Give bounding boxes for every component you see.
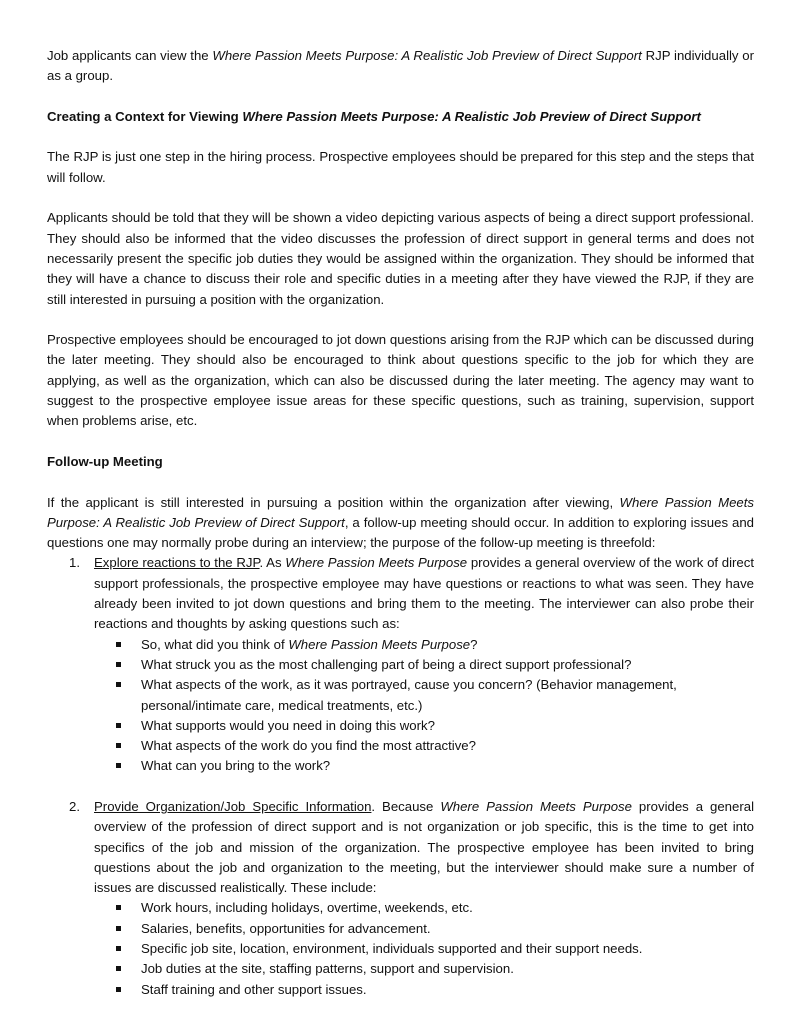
item-number: 2.: [69, 798, 80, 814]
issue-list: [94, 898, 754, 999]
bullet-square-icon: [116, 662, 121, 667]
purpose-list: [47, 553, 754, 1000]
bullet-text: ?: [470, 636, 478, 652]
list-item: [94, 959, 754, 979]
item-text-part: . As: [259, 555, 286, 571]
item-title: Provide Organization/Job Specific Information: [94, 798, 372, 814]
bullet-text: What aspects of the work do you find the most attractive?: [141, 738, 476, 754]
followup-heading: Follow-up Meeting: [47, 453, 163, 469]
bullet-square-icon: [116, 946, 121, 951]
followup-video-title: Where Passion Meets Purpose: A Realistic Job Preview of Direct Support: [47, 494, 755, 530]
bullet-text: What aspects of the work, as it was portrayed, cause you concern? (Behavior management, personal/intimate care, medical treatments, etc.): [141, 677, 677, 713]
bullet-square-icon: [116, 743, 121, 748]
prospective-paragraph: Prospective employees should be encouraged to jot down questions arising from the RJP which can be discussed during the later meeting. They should also be encouraged to think about questions specific to the job for which they are applying, as well as the organization, which can also be discussed during the later meeting. The agency may want to suggest to the prospective employee issue areas for these specific questions, such as training, supervision, support when problems arise, etc.: [47, 332, 754, 429]
bullet-text: What struck you as the most challenging part of being a direct support professional?: [141, 656, 632, 672]
context-heading-title: Where Passion Meets Purpose: A Realistic Job Preview of Direct Support: [242, 108, 701, 124]
rjp-paragraph: The RJP is just one step in the hiring process. Prospective employees should be prepared for this step and the steps that will follow.: [47, 149, 754, 185]
list-item: [94, 736, 754, 756]
item-text: [94, 797, 754, 898]
question-list: [94, 635, 754, 777]
purpose-item-2: [47, 797, 754, 1000]
bullet-text: Job duties at the site, staffing patterns, support and supervision.: [141, 961, 514, 977]
list-item: [94, 980, 754, 1000]
bullet-text: What supports would you need in doing this work?: [141, 717, 435, 733]
item-text-part: . Because: [371, 798, 441, 814]
bullet-text: What can you bring to the work?: [141, 758, 331, 774]
item-video-title: Where Passion Meets Purpose: [440, 798, 632, 814]
intro-video-title: Where Passion Meets Purpose: A Realistic Job Preview of Direct Support: [212, 48, 642, 63]
context-heading: [47, 107, 754, 127]
item-title: Explore reactions to the RJP: [94, 555, 260, 571]
bullet-square-icon: [116, 926, 121, 931]
item-number: 1.: [69, 555, 80, 571]
item-video-title: Where Passion Meets Purpose: [285, 555, 468, 571]
bullet-text: So, what did you think of: [141, 636, 289, 652]
list-item: [94, 898, 754, 918]
intro-text-end: RJP individually or as a group.: [47, 48, 754, 84]
bullet-text: Staff training and other support issues.: [141, 981, 367, 997]
bullet-square-icon: [116, 682, 121, 687]
intro-text: Job applicants can view the: [47, 48, 213, 63]
bullet-text: Specific job site, location, environment, individuals supported and their support needs.: [141, 941, 643, 957]
intro-paragraph: [47, 46, 754, 87]
list-item: [94, 675, 754, 716]
bullet-square-icon: [116, 987, 121, 992]
list-item: [94, 716, 754, 736]
followup-paragraph: [47, 493, 754, 554]
item-text-part: provides a general overview of the work of direct support professionals, the prospective employee may have questions or reactions to what was seen. They have already been invited to jot down questions and bring them to the meeting. The interviewer can also probe their reactions and thoughts by asking questions such as:: [94, 555, 755, 632]
bullet-video-title: Where Passion Meets Purpose: [288, 636, 471, 652]
bullet-square-icon: [116, 723, 121, 728]
bullet-text: Work hours, including holidays, overtime, weekends, etc.: [141, 900, 473, 916]
followup-text-end: , a follow-up meeting should occur. In addition to exploring issues and questions one may normally probe during an interview; the purpose of the follow-up meeting is threefold:: [47, 514, 754, 551]
list-item: [94, 919, 754, 939]
item-text-part: provides a general overview of the profession of direct support and is not organization or job specific, this is the time to get into specifics of the job and mission of the organization. The prospective employee has been invited to bring questions about the job and organization to the meeting, but the interviewer should make sure a number of issues are discussed realistically. These include:: [94, 798, 754, 896]
bullet-square-icon: [116, 763, 121, 768]
applicants-paragraph: Applicants should be told that they will be shown a video depicting various aspects of being a direct support professional. They should also be informed that the video discusses the profession of direct support in general terms and does not necessarily present the specific job duties they would be assigned within the organization. They should be informed that they will have a chance to discuss their role and specific duties in a meeting after they have viewed the RJP, if they are still interested in pursuing a position with the organization.: [47, 210, 754, 307]
bullet-square-icon: [116, 642, 121, 647]
bullet-square-icon: [116, 905, 121, 910]
bullet-text: Salaries, benefits, opportunities for advancement.: [141, 920, 431, 936]
list-item: [94, 939, 754, 959]
item-text: [94, 553, 754, 634]
list-item: [94, 756, 754, 776]
list-item: [94, 635, 754, 655]
bullet-square-icon: [116, 966, 121, 971]
context-heading-text: Creating a Context for Viewing: [47, 108, 243, 124]
list-item: [94, 655, 754, 675]
followup-text: If the applicant is still interested in pursuing a position within the organization after viewing,: [47, 494, 620, 510]
purpose-item-1: [47, 553, 754, 797]
